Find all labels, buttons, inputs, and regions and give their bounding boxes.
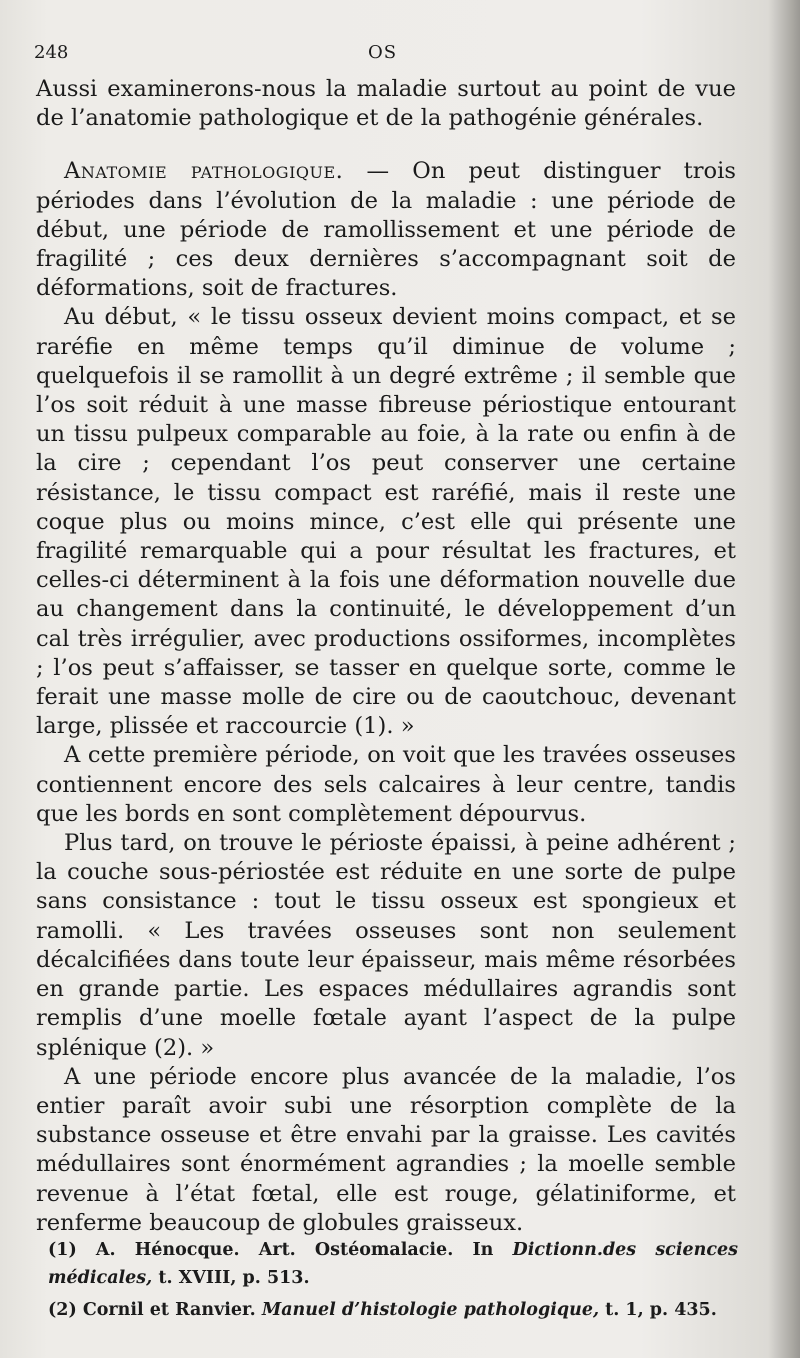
paragraph-debut: Au début, « le tissu osseux devient moins compact, et se raréfie en même temps qu’il diminue de volume ; quelquefois il se ramollit à un degré extrême ; il semble que l’os soit réduit à une masse fibreuse périostique entourant un tissu pulpeux comparable au foie, à la rate ou enfin à de la cire ; cependant l’os peut conserver une certaine résistance, le tissu compact est raréfié, mais il reste une coque plus ou moins mince, c’est elle qui présente une fragilité remarquable qui a pour résultat les fractures, et celles-ci déterminent à la fois une déformation nouvelle due au changement dans la continuité, le développement d’un cal très irrégulier, avec productions ossiformes, incomplètes ; l’os peut s’affaisser, se tasser en quelque sorte, comme le ferait une masse molle de cire ou de caoutchouc, devenant large, plissée et raccourcie (1). »	[36, 304, 736, 740]
paragraph-premiere-periode: A cette première période, on voit que les travées osseuses contiennent encore des sels calcaires à leur centre, tandis que les bords en sont complètement dépourvus.	[36, 742, 736, 827]
footnotes	[48, 1236, 738, 1324]
paragraph-intro: Aussi examinerons-nous la maladie surtout au point de vue de l’anatomie pathologique et de la pathogénie générales.	[36, 76, 736, 132]
footnote-2-tail: t. 1, p. 435.	[599, 1300, 717, 1320]
page-body	[36, 75, 736, 1238]
footnote-2-label: (2) Cornil et Ranvier.	[48, 1300, 262, 1320]
footnote-1	[48, 1236, 738, 1292]
page-header	[34, 38, 744, 68]
section-heading: Anatomie pathologique.	[64, 158, 344, 185]
paragraph-anatomie	[36, 157, 736, 303]
paragraph-anatomie-text: — On peut distinguer trois périodes dans l’évolution de la maladie : une période de début, une période de ramollissement et une période de fragilité ; ces deux dernières s’accompagnant soit de déformations, soit de fractures.	[36, 158, 736, 302]
page-number: 248	[34, 42, 69, 63]
paragraph-plus-tard: Plus tard, on trouve le périoste épaissi, à peine adhérent ; la couche sous-périostée est réduite en une sorte de pulpe sans consistance : tout le tissu osseux est spongieux et ramolli. « Les travées osseuses sont non seulement décalcifiées dans toute leur épaisseur, mais même résorbées en grande partie. Les espaces médullaires agrandis sont remplis d’une moelle fœtale ayant l’aspect de la pulpe splénique (2). »	[36, 830, 736, 1061]
footnote-2-title: Manuel d’histologie pathologique,	[261, 1300, 600, 1320]
running-head: OS	[368, 42, 398, 63]
footnote-1-label: (1) A. Hénocque. Art. Ostéomalacie. In	[48, 1240, 513, 1260]
footnote-1-tail: t. XVIII, p. 513.	[152, 1268, 310, 1288]
footnote-1-title: Dictionn.des sciences médicales,	[48, 1240, 738, 1288]
paragraph-periode-avancee: A une période encore plus avancée de la maladie, l’os entier paraît avoir subi une résorption complète de la substance osseuse et être envahi par la graisse. Les cavités médullaires sont énormément agrandies ; la moelle semble revenue à l’état fœtal, elle est rouge, gélatiniforme, et renferme beaucoup de globules graisseux.	[36, 1063, 736, 1236]
footnote-2	[48, 1296, 738, 1324]
